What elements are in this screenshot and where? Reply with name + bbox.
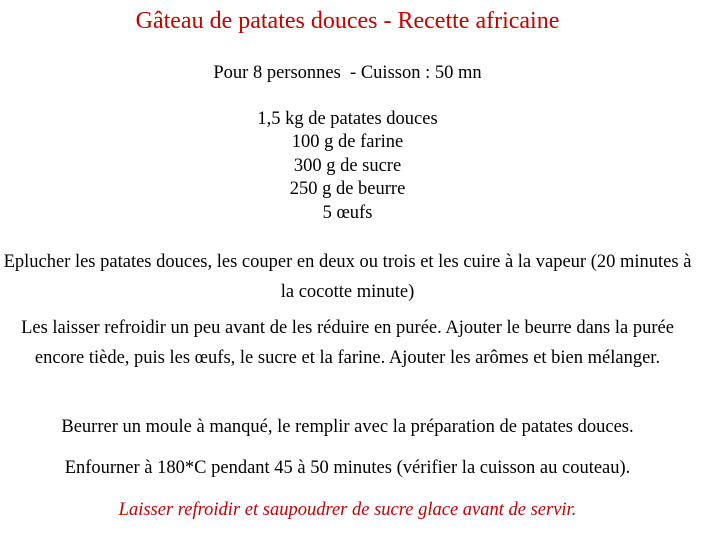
closing-note: Laisser refroidir et saupoudrer de sucre glace avant de servir. <box>118 500 577 520</box>
step-fill-mould: Beurrer un moule à manqué, le remplir avec la préparation de patates douces. <box>61 417 634 437</box>
step-bake: Enfourner à 180*C pendant 45 à 50 minutes (vérifier la cuisson au couteau). <box>64 458 631 478</box>
ingredient-item: 5 œufs <box>322 202 373 223</box>
ingredient-item: 250 g de beurre <box>289 179 406 200</box>
recipe-title: Gâteau de patates douces - Recette africaine <box>135 8 560 34</box>
servings-and-cooking-time: Pour 8 personnes - Cuisson : 50 mn <box>213 63 482 83</box>
ingredient-item: 100 g de farine <box>291 132 404 153</box>
ingredient-list <box>0 108 695 225</box>
step-peel-and-steam: Eplucher les patates douces, les couper en deux ou trois et les cuire à la vapeur (20 minutes à la cocotte minute) <box>3 252 692 302</box>
ingredient-item: 300 g de sucre <box>293 155 402 176</box>
step-mash-and-mix: Les laisser refroidir un peu avant de les réduire en purée. Ajouter le beurre dans la purée encore tiède, puis les œufs, le sucre et la farine. Ajouter les arômes et bien mélanger. <box>21 318 674 368</box>
ingredient-item: 1,5 kg de patates douces <box>257 109 438 129</box>
